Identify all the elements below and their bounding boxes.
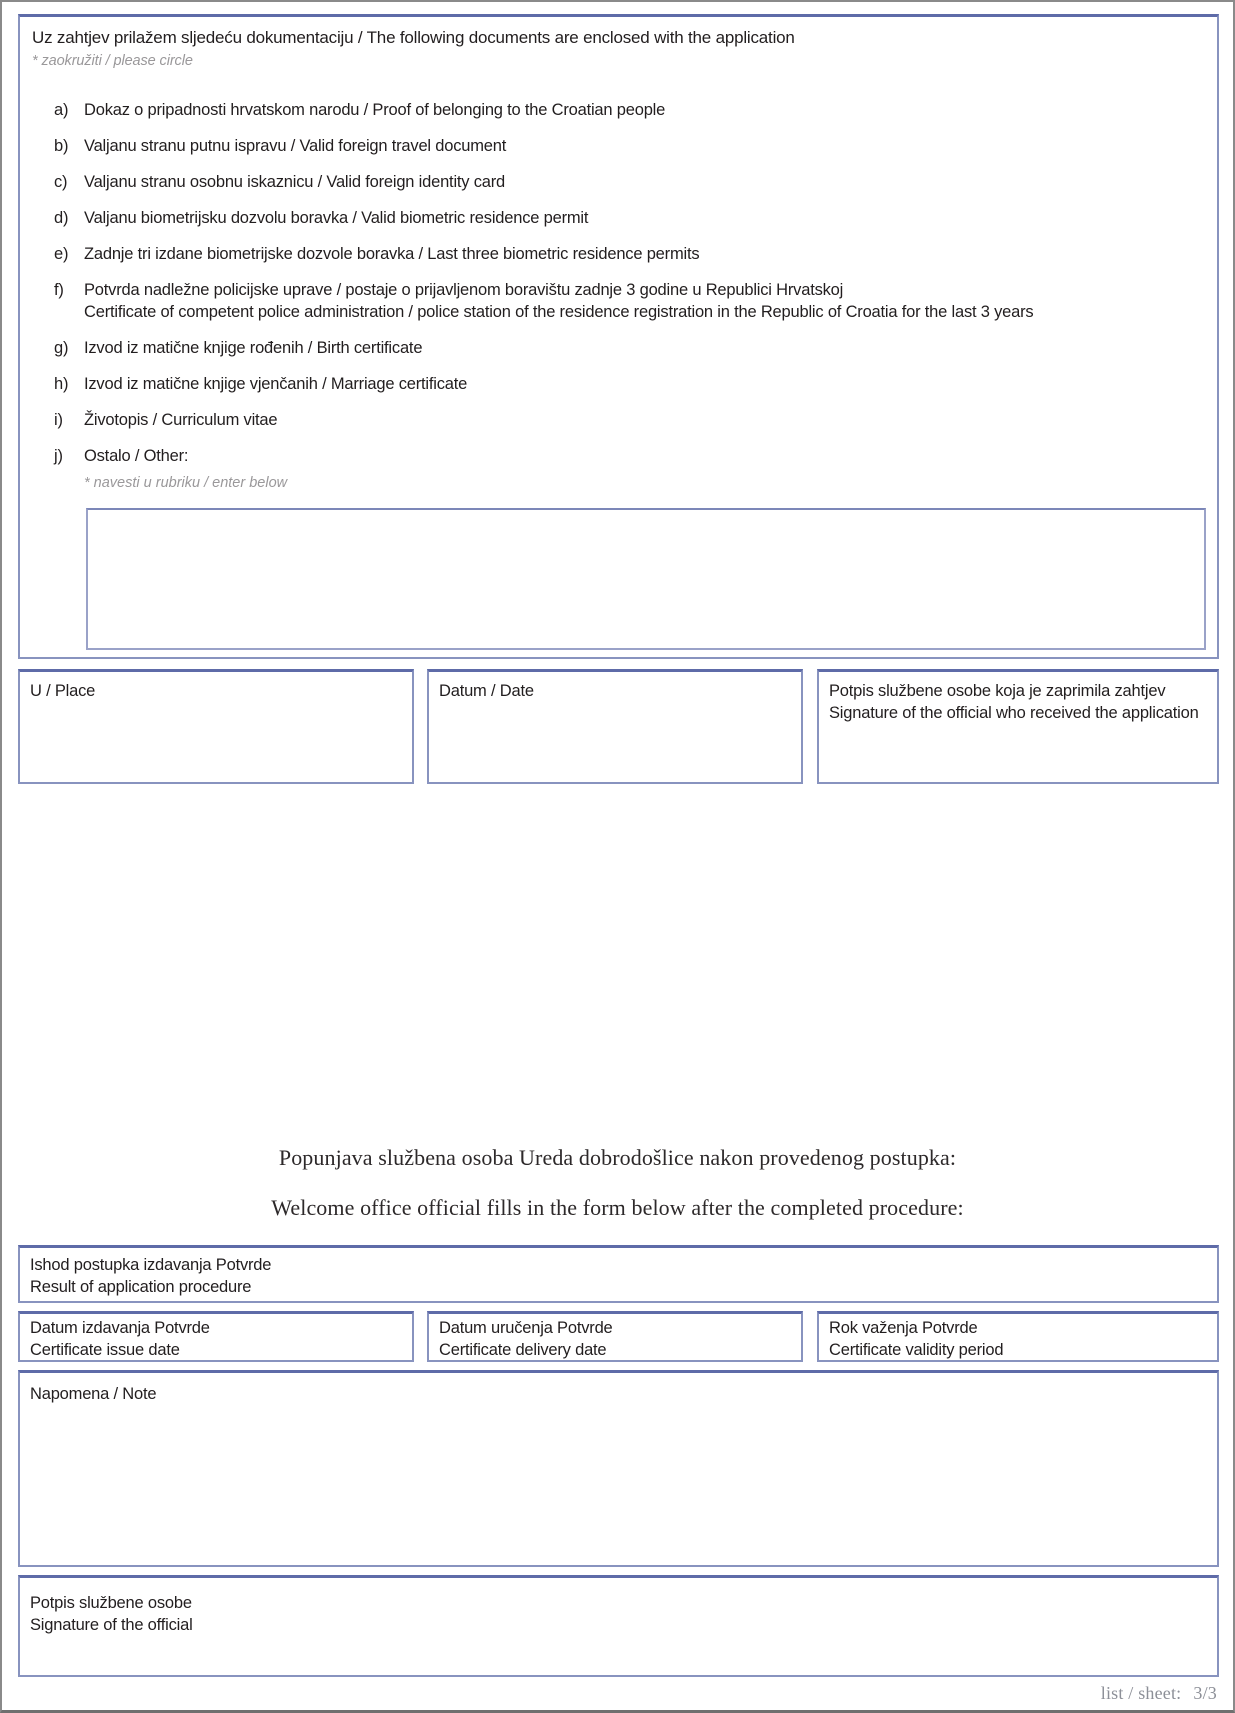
- receiving-official-signature-box[interactable]: [817, 669, 1219, 784]
- date-field-box[interactable]: [427, 669, 803, 784]
- note-field-box[interactable]: [18, 1370, 1219, 1567]
- documents-section-box: [18, 14, 1219, 659]
- delivery-date-field-box[interactable]: [427, 1311, 803, 1362]
- official-signature-field-box[interactable]: [18, 1575, 1219, 1677]
- date-label: Datum / Date: [439, 682, 534, 700]
- receiving-signature-label-hr: Potpis službene osobe koja je zaprimila zahtjev: [829, 682, 1166, 700]
- document-item-b: [32, 135, 1203, 157]
- official-signature-label-en: Signature of the official: [30, 1616, 193, 1634]
- sheet-value: 3/3: [1193, 1683, 1217, 1703]
- item-letter: e): [54, 245, 69, 263]
- sheet-label: list / sheet:: [1100, 1683, 1182, 1703]
- item-text: Životopis / Curriculum vitae: [84, 411, 278, 429]
- documents-list: [32, 99, 1203, 491]
- item-letter: a): [54, 101, 69, 119]
- place-field-box[interactable]: [18, 669, 414, 784]
- other-enter-below-hint: * navesti u rubriku / enter below: [84, 475, 288, 491]
- issue-date-field-box[interactable]: [18, 1311, 414, 1362]
- other-input-box[interactable]: [86, 508, 1206, 650]
- item-text: Zadnje tri izdane biometrijske dozvole boravka / Last three biometric residence permits: [84, 245, 700, 263]
- place-label: U / Place: [30, 682, 96, 700]
- item-letter: i): [54, 411, 63, 429]
- item-text: Ostalo / Other:: [84, 447, 189, 465]
- office-heading-en: Welcome office official fills in the form below after the completed procedure:: [271, 1195, 964, 1220]
- result-label-en: Result of application procedure: [30, 1278, 252, 1296]
- item-text-en: Certificate of competent police administration / police station of the residence registration in the Republic of Croatia for the last 3 years: [84, 303, 1034, 321]
- document-item-e: [32, 243, 1203, 265]
- item-text: Valjanu stranu osobnu iskaznicu / Valid foreign identity card: [84, 173, 506, 191]
- result-label-hr: Ishod postupka izdavanja Potvrde: [30, 1256, 272, 1274]
- item-text: Izvod iz matične knjige rođenih / Birth certificate: [84, 339, 423, 357]
- item-letter: g): [54, 339, 69, 357]
- item-text: Izvod iz matične knjige vjenčanih / Marriage certificate: [84, 375, 468, 393]
- item-letter: f): [54, 281, 64, 299]
- document-item-f: [32, 279, 1203, 323]
- issue-date-label-en: Certificate issue date: [30, 1341, 180, 1359]
- result-field-box[interactable]: [18, 1245, 1219, 1303]
- documents-title: Uz zahtjev prilažem sljedeću dokumentaciju / The following documents are enclosed with the application: [32, 28, 795, 47]
- item-text: Valjanu stranu putnu ispravu / Valid foreign travel document: [84, 137, 507, 155]
- validity-period-field-box[interactable]: [817, 1311, 1219, 1362]
- document-item-i: [32, 409, 1203, 431]
- issue-date-label-hr: Datum izdavanja Potvrde: [30, 1319, 210, 1337]
- office-heading-hr: Popunjava službena osoba Ureda dobrodošlice nakon provedenog postupka:: [278, 1145, 957, 1170]
- document-item-c: [32, 171, 1203, 193]
- item-letter: h): [54, 375, 69, 393]
- validity-label-hr: Rok važenja Potvrde: [829, 1319, 978, 1337]
- receiving-signature-label-en: Signature of the official who received the application: [829, 704, 1199, 722]
- delivery-date-label-en: Certificate delivery date: [439, 1341, 607, 1359]
- item-letter: j): [54, 447, 63, 465]
- official-signature-label-hr: Potpis službene osobe: [30, 1594, 192, 1612]
- item-letter: b): [54, 137, 69, 155]
- note-label: Napomena / Note: [30, 1385, 157, 1403]
- document-item-g: [32, 337, 1203, 359]
- document-item-h: [32, 373, 1203, 395]
- delivery-date-label-hr: Datum uručenja Potvrde: [439, 1319, 613, 1337]
- sheet-number-footer: [1101, 1683, 1217, 1704]
- item-letter: c): [54, 173, 68, 191]
- item-text: Valjanu biometrijsku dozvolu boravka / Valid biometric residence permit: [84, 209, 589, 227]
- validity-label-en: Certificate validity period: [829, 1341, 1004, 1359]
- document-item-d: [32, 207, 1203, 229]
- documents-circle-hint: * zaokružiti / please circle: [32, 53, 193, 69]
- document-item-j: [32, 445, 1203, 467]
- item-text: Dokaz o pripadnosti hrvatskom narodu / Proof of belonging to the Croatian people: [84, 101, 666, 119]
- document-item-a: [32, 99, 1203, 121]
- item-letter: d): [54, 209, 69, 227]
- item-text-hr: Potvrda nadležne policijske uprave / postaje o prijavljenom boravištu zadnje 3 godine u Republici Hrvatskoj: [84, 281, 844, 299]
